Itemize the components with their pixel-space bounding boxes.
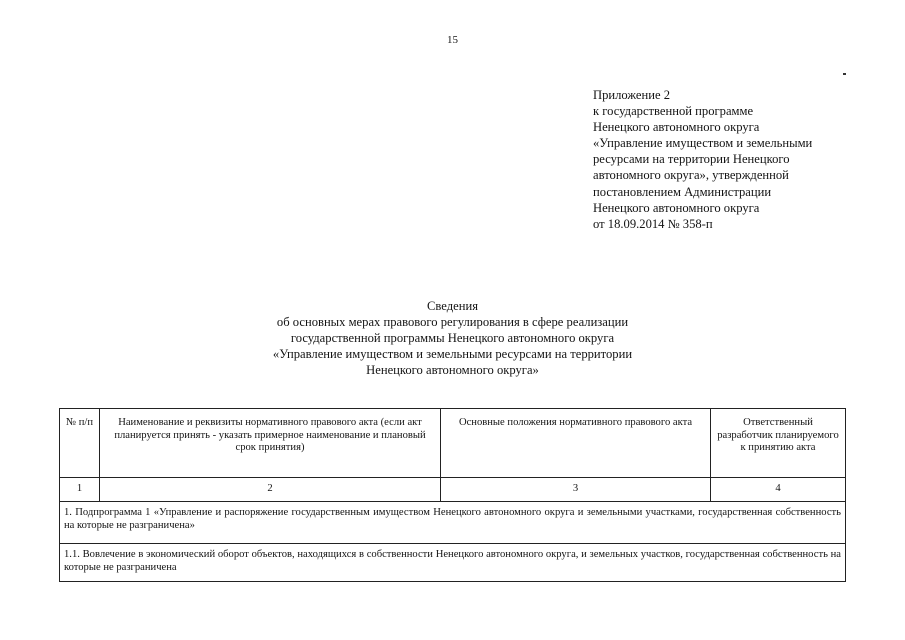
appendix-line: Ненецкого автономного округа [593, 120, 760, 135]
appendix-line: к государственной программе [593, 104, 754, 119]
measure-row-cell: 1.1. Вовлечение в экономический оборот объектов, находящихся в собственности Ненецкого автономного округа, и земельных участков, государственная собственность на которые не разграничена [60, 544, 846, 582]
appendix-line: ресурсами на территории Ненецкого [593, 152, 790, 167]
header-cell-act-name: Наименование и реквизиты нормативного правового акта (если акт планируется принять - указать примерное наименование и плановый срок принятия) [100, 409, 441, 478]
appendix-line: автономного округа», утвержденной [593, 168, 789, 183]
column-number: 2 [100, 478, 441, 502]
subprogram-row-cell: 1. Подпрограмма 1 «Управление и распоряжение государственным имуществом Ненецкого автономного округа и земельными участками, государственная собственность на которые не разграничена» [60, 502, 846, 544]
column-number: 3 [441, 478, 711, 502]
appendix-block [593, 87, 893, 232]
measures-table [59, 408, 846, 582]
heading-line: Ненецкого автономного округа» [366, 363, 539, 378]
header-cell-provisions: Основные положения нормативного правового акта [441, 409, 711, 478]
column-number: 1 [60, 478, 100, 502]
document-heading [0, 298, 905, 378]
table-column-numbers-row [60, 478, 846, 502]
appendix-line: Ненецкого автономного округа [593, 200, 760, 215]
column-number: 4 [711, 478, 846, 502]
header-cell-number: № п/п [60, 409, 100, 478]
appendix-line: постановлением Администрации [593, 184, 772, 199]
appendix-line: «Управление имуществом и земельными [593, 136, 813, 151]
appendix-line: Приложение 2 [593, 88, 671, 102]
table-header-row [60, 409, 846, 478]
heading-line: «Управление имуществом и земельными ресурсами на территории [272, 347, 633, 362]
heading-title: Сведения [427, 299, 478, 313]
page-number: 15 [447, 34, 458, 46]
appendix-line: от 18.09.2014 № 358-п [593, 216, 713, 231]
stray-mark [843, 73, 846, 75]
heading-line: об основных мерах правового регулирования в сфере реализации [276, 315, 629, 330]
header-cell-developer: Ответственный разработчик планируемого к принятию акта [711, 409, 846, 478]
heading-line: государственной программы Ненецкого автономного округа [290, 331, 615, 346]
table-row [60, 502, 846, 544]
table-row [60, 544, 846, 582]
